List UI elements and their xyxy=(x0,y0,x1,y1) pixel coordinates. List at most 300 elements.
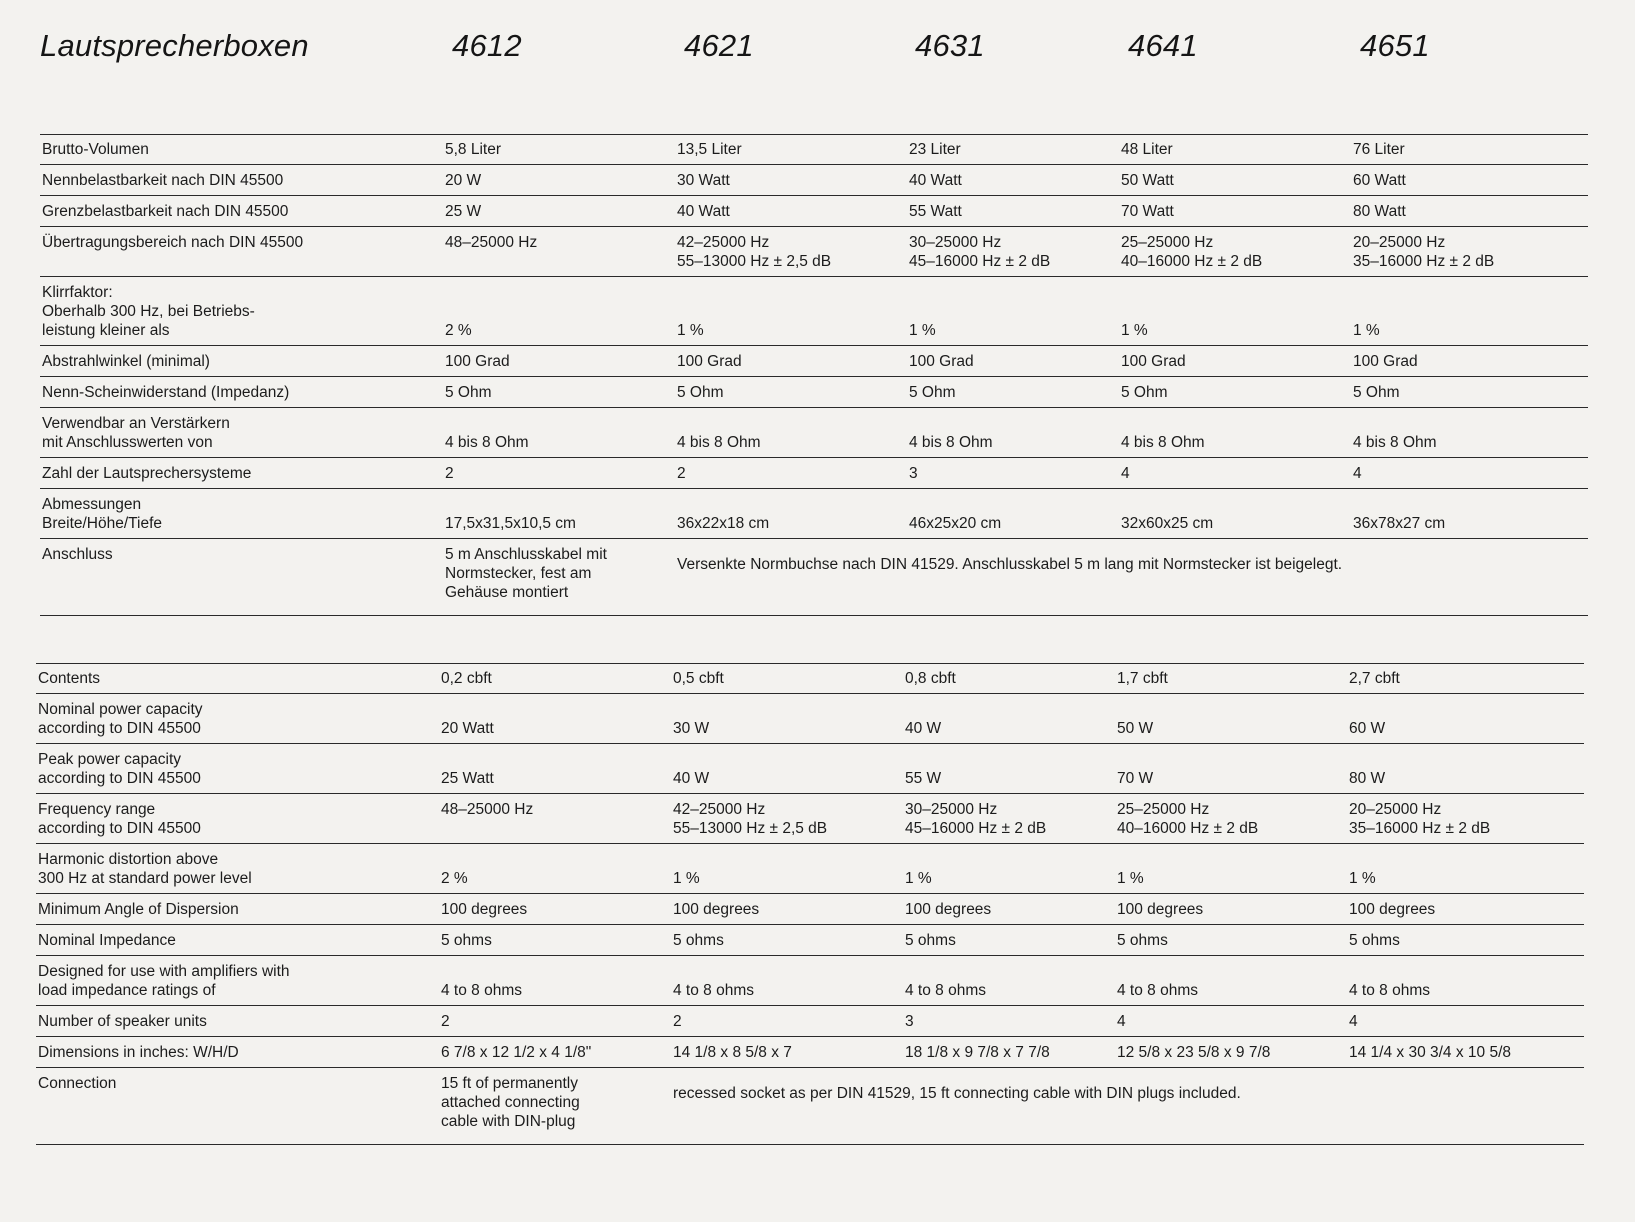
value-line: 55 Watt xyxy=(909,203,962,220)
spec-row-label xyxy=(40,196,445,227)
spec-value-cell xyxy=(1353,458,1588,489)
value-line: 5 ohms xyxy=(1117,932,1168,949)
connection-other-models: recessed socket as per DIN 41529, 15 ft connecting cable with DIN plugs included. xyxy=(673,1084,1241,1102)
spec-value-cell xyxy=(677,134,909,165)
spec-value-cell xyxy=(1349,744,1584,794)
label-line: load impedance ratings of xyxy=(38,982,216,999)
label-line: Peak power capacity xyxy=(38,751,182,768)
label-line: according to DIN 45500 xyxy=(38,820,201,837)
spec-value-cell xyxy=(1117,694,1349,744)
spec-row xyxy=(36,1037,1584,1068)
model-heading-4651: 4651 xyxy=(1360,28,1430,63)
value-line: 4 bis 8 Ohm xyxy=(1353,434,1437,451)
spec-row-label xyxy=(40,377,445,408)
spec-value-cell xyxy=(1349,844,1584,894)
spec-value-cell xyxy=(1121,489,1353,539)
value-line: 1 % xyxy=(905,870,932,887)
spec-value-cell xyxy=(677,165,909,196)
value-line: 5 m Anschlusskabel mit xyxy=(445,546,607,563)
spec-value-cell xyxy=(677,377,909,408)
label-line: Klirrfaktor: xyxy=(42,284,113,301)
value-line: 100 Grad xyxy=(1353,353,1418,370)
spec-value-cell xyxy=(1353,277,1588,346)
spec-value-cell xyxy=(441,744,673,794)
spec-value-cell xyxy=(1121,408,1353,458)
connection-label: Connection xyxy=(38,1075,117,1092)
value-line: 15 ft of permanently xyxy=(441,1075,578,1092)
value-line: 100 degrees xyxy=(905,901,992,918)
value-line: 30–25000 Hz xyxy=(905,801,998,818)
spec-value-cell xyxy=(1121,377,1353,408)
spec-row xyxy=(40,458,1588,489)
spec-value-cell xyxy=(677,458,909,489)
page-title: Lautsprecherboxen xyxy=(40,28,309,63)
spec-value-cell xyxy=(909,377,1121,408)
value-line: 0,8 cbft xyxy=(905,670,956,687)
spec-row xyxy=(36,694,1584,744)
spec-row-label xyxy=(40,489,445,539)
spec-value-cell xyxy=(445,134,677,165)
spec-value-cell xyxy=(1349,1006,1584,1037)
value-line: 36x78x27 cm xyxy=(1353,515,1446,532)
spec-value-cell xyxy=(905,794,1117,844)
value-line: 55 W xyxy=(905,770,942,787)
spec-row-label xyxy=(40,134,445,165)
value-line: 35–16000 Hz ± 2 dB xyxy=(1353,253,1495,270)
spec-value-cell xyxy=(441,663,673,694)
label-line: leistung kleiner als xyxy=(42,322,170,339)
value-line: 1 % xyxy=(1349,870,1376,887)
spec-value-cell xyxy=(1349,663,1584,694)
value-line: 1 % xyxy=(1353,322,1380,339)
spec-value-cell xyxy=(909,196,1121,227)
spec-value-cell xyxy=(677,227,909,277)
connection-row xyxy=(40,539,1588,608)
spec-row xyxy=(36,794,1584,844)
value-line: 30 W xyxy=(673,720,710,737)
value-line: 30–25000 Hz xyxy=(909,234,1002,251)
value-line: 3 xyxy=(909,465,918,482)
spec-row-label xyxy=(40,277,445,346)
value-line: 100 Grad xyxy=(677,353,742,370)
value-line: 2,7 cbft xyxy=(1349,670,1400,687)
spec-row xyxy=(40,346,1588,377)
spec-value-cell xyxy=(445,458,677,489)
value-line: 1 % xyxy=(909,322,936,339)
value-line: 4 xyxy=(1117,1013,1126,1030)
spec-row-label xyxy=(36,894,441,925)
spec-value-cell xyxy=(673,844,905,894)
spec-value-cell xyxy=(1353,346,1588,377)
spec-value-cell xyxy=(673,1006,905,1037)
spec-row-label xyxy=(40,346,445,377)
value-line: 50 Watt xyxy=(1121,172,1174,189)
spec-value-cell xyxy=(1349,1037,1584,1068)
spec-row xyxy=(36,663,1584,694)
label-line: Minimum Angle of Dispersion xyxy=(38,901,239,918)
label-line: Nominal power capacity xyxy=(38,701,203,718)
model-heading-4621: 4621 xyxy=(684,28,754,63)
value-line: 76 Liter xyxy=(1353,141,1405,158)
table-bottom-rule xyxy=(36,1144,1584,1145)
spec-row-label xyxy=(36,794,441,844)
spec-value-cell xyxy=(441,956,673,1006)
spec-value-cell xyxy=(673,894,905,925)
spec-value-cell xyxy=(677,346,909,377)
spec-row-label xyxy=(36,1037,441,1068)
spec-value-cell xyxy=(1349,894,1584,925)
value-line: 80 Watt xyxy=(1353,203,1406,220)
spec-value-cell xyxy=(1353,408,1588,458)
spec-row-label xyxy=(36,1006,441,1037)
spec-value-cell xyxy=(909,227,1121,277)
value-line: 20 W xyxy=(445,172,482,189)
spec-value-cell xyxy=(677,408,909,458)
spec-value-cell xyxy=(909,346,1121,377)
spec-value-cell xyxy=(909,408,1121,458)
label-line: Abmessungen xyxy=(42,496,142,513)
value-line: 25 W xyxy=(445,203,482,220)
label-line: Frequency range xyxy=(38,801,156,818)
spec-value-cell xyxy=(1117,794,1349,844)
value-line: 12 5/8 x 23 5/8 x 9 7/8 xyxy=(1117,1044,1271,1061)
value-line: 100 degrees xyxy=(1349,901,1436,918)
spec-value-cell xyxy=(445,277,677,346)
spec-value-cell xyxy=(1117,844,1349,894)
value-line: 1 % xyxy=(1117,870,1144,887)
value-line: cable with DIN-plug xyxy=(441,1113,576,1130)
value-line: 100 degrees xyxy=(441,901,528,918)
value-line: 100 Grad xyxy=(909,353,974,370)
spec-value-cell xyxy=(673,956,905,1006)
spec-value-cell xyxy=(1353,196,1588,227)
spec-value-cell xyxy=(677,277,909,346)
value-line: 5 Ohm xyxy=(1353,384,1400,401)
value-line: 1 % xyxy=(1121,322,1148,339)
spec-row-label xyxy=(36,925,441,956)
value-line: 100 Grad xyxy=(1121,353,1186,370)
spec-row xyxy=(36,894,1584,925)
spec-row-label xyxy=(36,694,441,744)
value-line: 2 xyxy=(445,465,454,482)
spec-row xyxy=(36,956,1584,1006)
spec-value-cell xyxy=(441,1006,673,1037)
value-line: 50 W xyxy=(1117,720,1154,737)
label-line: Nominal Impedance xyxy=(38,932,176,949)
label-line: Number of speaker units xyxy=(38,1013,207,1030)
label-line: Harmonic distortion above xyxy=(38,851,219,868)
spec-value-cell xyxy=(445,165,677,196)
value-line: 18 1/8 x 9 7/8 x 7 7/8 xyxy=(905,1044,1050,1061)
value-line: 1 % xyxy=(677,322,704,339)
value-line: 5 Ohm xyxy=(445,384,492,401)
value-line: 4 bis 8 Ohm xyxy=(445,434,529,451)
value-line: 20 Watt xyxy=(441,720,494,737)
label-line: Nennbelastbarkeit nach DIN 45500 xyxy=(42,172,284,189)
value-line: 25–25000 Hz xyxy=(1121,234,1214,251)
spec-value-cell xyxy=(673,925,905,956)
spec-value-cell xyxy=(445,346,677,377)
spec-value-cell xyxy=(445,489,677,539)
spec-value-cell xyxy=(441,894,673,925)
value-line: 25 Watt xyxy=(441,770,494,787)
spec-row-label xyxy=(40,458,445,489)
value-line: 5 Ohm xyxy=(1121,384,1168,401)
spec-value-cell xyxy=(905,844,1117,894)
label-line: Contents xyxy=(38,670,101,687)
value-line: 48 Liter xyxy=(1121,141,1173,158)
label-line: Breite/Höhe/Tiefe xyxy=(42,515,163,532)
value-line: 40 W xyxy=(905,720,942,737)
value-line: 5 Ohm xyxy=(909,384,956,401)
spec-value-cell xyxy=(1121,196,1353,227)
spec-value-cell xyxy=(909,165,1121,196)
label-line: Designed for use with amplifiers with xyxy=(38,963,290,980)
spec-value-cell xyxy=(1121,346,1353,377)
value-line: 42–25000 Hz xyxy=(673,801,766,818)
spec-value-cell xyxy=(909,134,1121,165)
spec-row xyxy=(36,844,1584,894)
german-spec-table xyxy=(40,134,1588,607)
spec-value-cell xyxy=(909,277,1121,346)
spec-value-cell xyxy=(1121,277,1353,346)
label-line: 300 Hz at standard power level xyxy=(38,870,252,887)
value-line: 40 Watt xyxy=(677,203,730,220)
spec-value-cell xyxy=(673,663,905,694)
spec-value-cell xyxy=(1353,165,1588,196)
label-line: Zahl der Lautsprechersysteme xyxy=(42,465,252,482)
value-line: 60 Watt xyxy=(1353,172,1406,189)
table-bottom-rule xyxy=(40,615,1588,616)
spec-value-cell xyxy=(909,489,1121,539)
value-line: 35–16000 Hz ± 2 dB xyxy=(1349,820,1491,837)
value-line: 1,7 cbft xyxy=(1117,670,1168,687)
connection-label: Anschluss xyxy=(42,546,113,563)
value-line: 0,2 cbft xyxy=(441,670,492,687)
spec-row xyxy=(36,925,1584,956)
spec-row xyxy=(40,196,1588,227)
model-heading-4612: 4612 xyxy=(452,28,522,63)
value-line: 32x60x25 cm xyxy=(1121,515,1214,532)
value-line: 48–25000 Hz xyxy=(445,234,538,251)
value-line: 80 W xyxy=(1349,770,1386,787)
value-line: 4 to 8 ohms xyxy=(905,982,986,999)
spec-value-cell xyxy=(1121,227,1353,277)
spec-value-cell xyxy=(445,408,677,458)
spec-value-cell xyxy=(905,1037,1117,1068)
label-line: Verwendbar an Verstärkern xyxy=(42,415,230,432)
spec-value-cell xyxy=(677,196,909,227)
spec-value-cell xyxy=(673,794,905,844)
spec-value-cell xyxy=(677,489,909,539)
spec-row xyxy=(40,377,1588,408)
spec-value-cell xyxy=(441,925,673,956)
value-line: 100 degrees xyxy=(673,901,760,918)
value-line: 20–25000 Hz xyxy=(1353,234,1446,251)
value-line: 40 Watt xyxy=(909,172,962,189)
value-line: 40 W xyxy=(673,770,710,787)
spec-row-label xyxy=(40,227,445,277)
connection-other-models: Versenkte Normbuchse nach DIN 41529. Anschlusskabel 5 m lang mit Normstecker ist beigelegt. xyxy=(677,555,1343,573)
spec-value-cell xyxy=(1349,956,1584,1006)
spec-value-cell xyxy=(1117,956,1349,1006)
label-line: mit Anschlusswerten von xyxy=(42,434,213,451)
spec-value-cell xyxy=(1121,134,1353,165)
value-line: 17,5x31,5x10,5 cm xyxy=(445,515,576,532)
spec-row-label xyxy=(36,956,441,1006)
value-line: 23 Liter xyxy=(909,141,961,158)
value-line: Normstecker, fest am xyxy=(445,565,592,582)
spec-value-cell xyxy=(1117,744,1349,794)
spec-value-cell xyxy=(441,844,673,894)
spec-value-cell xyxy=(1117,1006,1349,1037)
label-line: Abstrahlwinkel (minimal) xyxy=(42,353,210,370)
spec-value-cell xyxy=(1349,694,1584,744)
value-line: 4 bis 8 Ohm xyxy=(909,434,993,451)
spec-value-cell xyxy=(905,956,1117,1006)
value-line: 5 ohms xyxy=(673,932,724,949)
spec-value-cell xyxy=(905,894,1117,925)
spec-value-cell xyxy=(1349,794,1584,844)
value-line: 14 1/4 x 30 3/4 x 10 5/8 xyxy=(1349,1044,1512,1061)
value-line: 4 xyxy=(1121,465,1130,482)
spec-row xyxy=(40,165,1588,196)
spec-row xyxy=(40,134,1588,165)
spec-value-cell xyxy=(673,1037,905,1068)
value-line: 60 W xyxy=(1349,720,1386,737)
value-line: 5 Ohm xyxy=(677,384,724,401)
spec-row-label xyxy=(40,408,445,458)
spec-row xyxy=(36,1006,1584,1037)
spec-value-cell xyxy=(445,227,677,277)
value-line: 42–25000 Hz xyxy=(677,234,770,251)
spec-row-label xyxy=(36,663,441,694)
connection-row xyxy=(36,1068,1584,1137)
value-line: 2 % xyxy=(445,322,472,339)
value-line: 4 xyxy=(1353,465,1362,482)
spec-value-cell xyxy=(1117,1037,1349,1068)
value-line: attached connecting xyxy=(441,1094,580,1111)
label-line: Grenzbelastbarkeit nach DIN 45500 xyxy=(42,203,289,220)
spec-value-cell xyxy=(441,694,673,744)
spec-value-cell xyxy=(905,1006,1117,1037)
value-line: 4 to 8 ohms xyxy=(673,982,754,999)
value-line: 40–16000 Hz ± 2 dB xyxy=(1121,253,1263,270)
value-line: 40–16000 Hz ± 2 dB xyxy=(1117,820,1259,837)
value-line: 20–25000 Hz xyxy=(1349,801,1442,818)
spec-value-cell xyxy=(1353,134,1588,165)
spec-row-label xyxy=(40,165,445,196)
value-line: 1 % xyxy=(673,870,700,887)
value-line: 4 to 8 ohms xyxy=(1117,982,1198,999)
value-line: 36x22x18 cm xyxy=(677,515,770,532)
label-line: Nenn-Scheinwiderstand (Impedanz) xyxy=(42,384,290,401)
spec-row xyxy=(40,408,1588,458)
spec-row xyxy=(36,744,1584,794)
spec-value-cell xyxy=(905,694,1117,744)
value-line: 5 ohms xyxy=(1349,932,1400,949)
spec-value-cell xyxy=(445,196,677,227)
spec-value-cell xyxy=(905,663,1117,694)
value-line: 5,8 Liter xyxy=(445,141,502,158)
value-line: 5 ohms xyxy=(441,932,492,949)
connection-first-model xyxy=(445,539,677,608)
value-line: 55–13000 Hz ± 2,5 dB xyxy=(673,820,828,837)
value-line: 2 xyxy=(673,1013,682,1030)
value-line: 55–13000 Hz ± 2,5 dB xyxy=(677,253,832,270)
spec-value-cell xyxy=(1353,227,1588,277)
spec-value-cell xyxy=(441,1037,673,1068)
label-line: according to DIN 45500 xyxy=(38,770,201,787)
spec-row xyxy=(40,277,1588,346)
connection-first-model xyxy=(441,1068,673,1137)
label-line: Oberhalb 300 Hz, bei Betriebs- xyxy=(42,303,255,320)
value-line: 45–16000 Hz ± 2 dB xyxy=(905,820,1047,837)
spec-value-cell xyxy=(1121,165,1353,196)
value-line: 25–25000 Hz xyxy=(1117,801,1210,818)
spec-row xyxy=(40,227,1588,277)
value-line: 4 to 8 ohms xyxy=(1349,982,1430,999)
value-line: 2 xyxy=(677,465,686,482)
value-line: 70 Watt xyxy=(1121,203,1174,220)
english-spec-table xyxy=(36,663,1584,1136)
model-heading-4631: 4631 xyxy=(915,28,985,63)
spec-value-cell xyxy=(673,694,905,744)
spec-value-cell xyxy=(1353,377,1588,408)
spec-value-cell xyxy=(905,744,1117,794)
value-line: 0,5 cbft xyxy=(673,670,724,687)
spec-value-cell xyxy=(909,458,1121,489)
spec-row-label xyxy=(36,844,441,894)
value-line: 14 1/8 x 8 5/8 x 7 xyxy=(673,1044,792,1061)
spec-row-label xyxy=(36,744,441,794)
value-line: 45–16000 Hz ± 2 dB xyxy=(909,253,1051,270)
model-heading-4641: 4641 xyxy=(1128,28,1198,63)
value-line: 13,5 Liter xyxy=(677,141,742,158)
value-line: 3 xyxy=(905,1013,914,1030)
spec-value-cell xyxy=(1117,925,1349,956)
value-line: 4 bis 8 Ohm xyxy=(677,434,761,451)
spec-value-cell xyxy=(673,744,905,794)
value-line: 4 xyxy=(1349,1013,1358,1030)
spec-value-cell xyxy=(441,794,673,844)
value-line: 46x25x20 cm xyxy=(909,515,1002,532)
value-line: 6 7/8 x 12 1/2 x 4 1/8" xyxy=(441,1044,592,1061)
value-line: Gehäuse montiert xyxy=(445,584,569,601)
spec-value-cell xyxy=(1349,925,1584,956)
spec-row xyxy=(40,489,1588,539)
spec-value-cell xyxy=(445,377,677,408)
value-line: 4 bis 8 Ohm xyxy=(1121,434,1205,451)
spec-value-cell xyxy=(1353,489,1588,539)
value-line: 48–25000 Hz xyxy=(441,801,534,818)
spec-value-cell xyxy=(1117,663,1349,694)
value-line: 2 xyxy=(441,1013,450,1030)
label-line: according to DIN 45500 xyxy=(38,720,201,737)
value-line: 70 W xyxy=(1117,770,1154,787)
spec-value-cell xyxy=(1121,458,1353,489)
label-line: Übertragungsbereich nach DIN 45500 xyxy=(42,234,304,251)
value-line: 100 Grad xyxy=(445,353,510,370)
spec-value-cell xyxy=(905,925,1117,956)
label-line: Dimensions in inches: W/H/D xyxy=(38,1044,239,1061)
label-line: Brutto-Volumen xyxy=(42,141,149,158)
value-line: 2 % xyxy=(441,870,468,887)
value-line: 30 Watt xyxy=(677,172,730,189)
value-line: 5 ohms xyxy=(905,932,956,949)
spec-value-cell xyxy=(1117,894,1349,925)
value-line: 4 to 8 ohms xyxy=(441,982,522,999)
